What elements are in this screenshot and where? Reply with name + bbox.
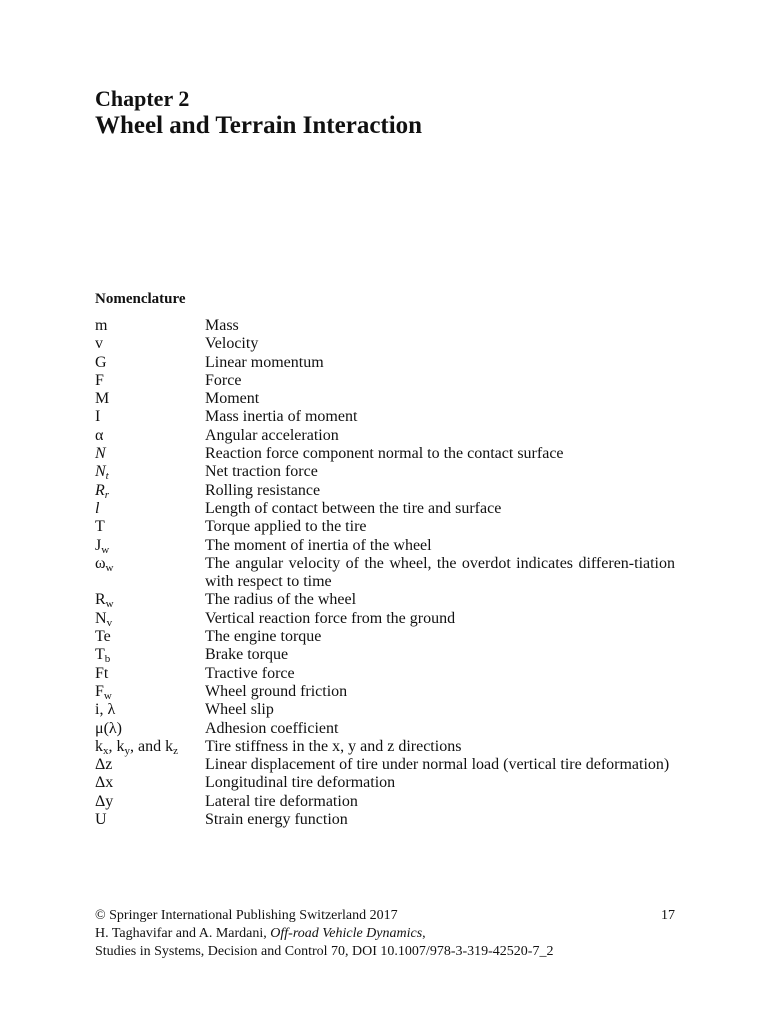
- symbol-text: T: [95, 646, 105, 664]
- nomenclature-symbol: [95, 482, 205, 500]
- symbol-subscript: y: [124, 744, 130, 757]
- nomenclature-row: [95, 646, 675, 664]
- nomenclature-row: [95, 665, 675, 683]
- series-line: [95, 943, 675, 961]
- nomenclature-symbol: [95, 811, 205, 829]
- symbol-text: , and k: [130, 737, 174, 755]
- chapter-label: Chapter 2: [95, 86, 190, 111]
- nomenclature-symbol: [95, 372, 205, 390]
- nomenclature-definition: Tractive force: [205, 664, 295, 682]
- symbol-text: F: [95, 371, 104, 389]
- nomenclature-symbol: [95, 628, 205, 646]
- citation-punctuation: ,: [422, 926, 426, 941]
- nomenclature-list: [95, 317, 675, 829]
- symbol-text: T: [95, 518, 105, 536]
- nomenclature-symbol: [95, 774, 205, 792]
- nomenclature-symbol: [95, 591, 205, 609]
- symbol-subscript: v: [106, 616, 113, 629]
- symbol-text: Δy: [95, 792, 114, 810]
- symbol-text: μ(λ): [95, 719, 122, 737]
- nomenclature-symbol: [95, 445, 205, 463]
- nomenclature-row: [95, 591, 675, 609]
- nomenclature-definition: Linear displacement of tire under normal load (vertical tire deformation): [205, 756, 670, 774]
- symbol-text: ω: [95, 554, 106, 572]
- symbol-text: m: [95, 317, 108, 334]
- symbol-subscript: b: [104, 653, 111, 666]
- symbol-text: I: [95, 408, 101, 426]
- page-number: 17: [661, 908, 675, 923]
- symbol-subscript: r: [104, 488, 110, 501]
- nomenclature-definition: Mass inertia of moment: [205, 408, 358, 426]
- nomenclature-definition: Strain energy function: [205, 811, 348, 829]
- nomenclature-row: [95, 610, 675, 628]
- nomenclature-definition: Velocity: [205, 335, 259, 353]
- copyright-line: [95, 907, 675, 925]
- nomenclature-symbol: [95, 500, 205, 518]
- symbol-text: M: [95, 390, 110, 408]
- symbol-subscript: w: [103, 689, 112, 702]
- nomenclature-definition: Brake torque: [205, 646, 289, 664]
- symbol-text: R: [95, 481, 105, 499]
- nomenclature-symbol: [95, 555, 205, 573]
- symbol-text: l: [95, 499, 100, 517]
- nomenclature-definition: Lateral tire deformation: [205, 792, 358, 810]
- symbol-text: R: [95, 591, 106, 609]
- nomenclature-definition: Wheel slip: [205, 701, 274, 719]
- nomenclature-row: [95, 701, 675, 719]
- symbol-subscript: t: [105, 470, 109, 483]
- nomenclature-definition: Net traction force: [205, 463, 318, 481]
- nomenclature-symbol: [95, 665, 205, 683]
- nomenclature-row: [95, 555, 675, 592]
- nomenclature-row: [95, 427, 675, 445]
- nomenclature-row: [95, 537, 675, 555]
- symbol-text: J: [95, 536, 102, 554]
- nomenclature-row: [95, 408, 675, 426]
- nomenclature-definition: Reaction force component normal to the contact surface: [205, 445, 564, 463]
- nomenclature-definition: Tire stiffness in the x, y and z directions: [205, 737, 462, 755]
- symbol-text: α: [95, 426, 104, 444]
- nomenclature-row: [95, 738, 675, 756]
- symbol-subscript: w: [105, 561, 114, 574]
- nomenclature-row: [95, 756, 675, 774]
- nomenclature-row: [95, 354, 675, 372]
- nomenclature-symbol: [95, 335, 205, 353]
- nomenclature-symbol: [95, 720, 205, 738]
- nomenclature-symbol: [95, 354, 205, 372]
- nomenclature-row: [95, 317, 675, 335]
- nomenclature-symbol: [95, 756, 205, 774]
- nomenclature-definition: Rolling resistance: [205, 481, 321, 499]
- nomenclature-definition: The angular velocity of the wheel, the overdot indicates differen-tiation with respect to time: [205, 554, 675, 591]
- symbol-subscript: x: [103, 744, 109, 757]
- nomenclature-symbol: [95, 610, 205, 628]
- nomenclature-definition: Torque applied to the tire: [205, 518, 367, 536]
- nomenclature-symbol: [95, 317, 205, 335]
- nomenclature-row: [95, 811, 675, 829]
- nomenclature-symbol: [95, 518, 205, 536]
- symbol-text: U: [95, 811, 107, 829]
- symbol-subscript: w: [105, 598, 114, 611]
- nomenclature-definition: Vertical reaction force from the ground: [205, 609, 456, 627]
- symbol-text: i, λ: [95, 701, 116, 719]
- citation-book-title: Off-road Vehicle Dynamics: [270, 926, 423, 941]
- nomenclature-row: [95, 482, 675, 500]
- nomenclature-row: [95, 390, 675, 408]
- nomenclature-symbol: [95, 683, 205, 701]
- nomenclature-row: [95, 518, 675, 536]
- nomenclature-row: [95, 372, 675, 390]
- citation-line: [95, 925, 675, 943]
- nomenclature-row: [95, 463, 675, 481]
- symbol-text: Δx: [95, 774, 114, 792]
- nomenclature-definition: Longitudinal tire deformation: [205, 774, 396, 792]
- page-footer: [95, 907, 675, 961]
- symbol-subscript: w: [101, 543, 110, 556]
- nomenclature-definition: The radius of the wheel: [205, 591, 357, 609]
- symbol-text: N: [95, 445, 106, 463]
- series-text: Studies in Systems, Decision and Control 70, DOI 10.1007/978-3-319-42520-7_2: [95, 944, 554, 959]
- nomenclature-symbol: [95, 390, 205, 408]
- nomenclature-definition: The moment of inertia of the wheel: [205, 536, 432, 554]
- nomenclature-row: [95, 445, 675, 463]
- nomenclature-row: [95, 720, 675, 738]
- nomenclature-symbol: [95, 427, 205, 445]
- symbol-text: k: [95, 737, 103, 755]
- nomenclature-definition: Angular acceleration: [205, 426, 339, 444]
- nomenclature-definition: Linear momentum: [205, 353, 324, 371]
- nomenclature-symbol: [95, 646, 205, 664]
- chapter-title: Wheel and Terrain Interaction: [95, 112, 423, 139]
- nomenclature-row: [95, 774, 675, 792]
- symbol-text: Δz: [95, 756, 113, 774]
- nomenclature-symbol: [95, 701, 205, 719]
- nomenclature-row: [95, 335, 675, 353]
- symbol-text: N: [95, 609, 107, 627]
- nomenclature-definition: Wheel ground friction: [205, 682, 348, 700]
- nomenclature-definition: Force: [205, 371, 242, 389]
- copyright-text: © Springer International Publishing Switzerland 2017: [95, 908, 398, 923]
- nomenclature-definition: Length of contact between the tire and surface: [205, 499, 502, 517]
- symbol-subscript: z: [173, 744, 178, 757]
- nomenclature-row: [95, 628, 675, 646]
- nomenclature-row: [95, 500, 675, 518]
- symbol-text: Te: [95, 628, 111, 646]
- nomenclature-symbol: [95, 408, 205, 426]
- nomenclature-definition: Moment: [205, 390, 260, 408]
- nomenclature-symbol: [95, 537, 205, 555]
- nomenclature-heading: Nomenclature: [95, 291, 186, 307]
- nomenclature-row: [95, 793, 675, 811]
- nomenclature-definition: Adhesion coefficient: [205, 719, 339, 737]
- symbol-text: G: [95, 353, 107, 371]
- nomenclature-symbol: [95, 793, 205, 811]
- nomenclature-row: [95, 683, 675, 701]
- symbol-text: Ft: [95, 664, 109, 682]
- symbol-text: , k: [108, 737, 125, 755]
- symbol-text: N: [95, 463, 106, 481]
- nomenclature-symbol: [95, 463, 205, 481]
- symbol-text: v: [95, 335, 103, 353]
- nomenclature-symbol: [95, 738, 205, 756]
- nomenclature-definition: Mass: [205, 317, 239, 334]
- symbol-text: F: [95, 682, 104, 700]
- citation-authors: H. Taghavifar and A. Mardani,: [95, 926, 271, 941]
- nomenclature-definition: The engine torque: [205, 628, 322, 646]
